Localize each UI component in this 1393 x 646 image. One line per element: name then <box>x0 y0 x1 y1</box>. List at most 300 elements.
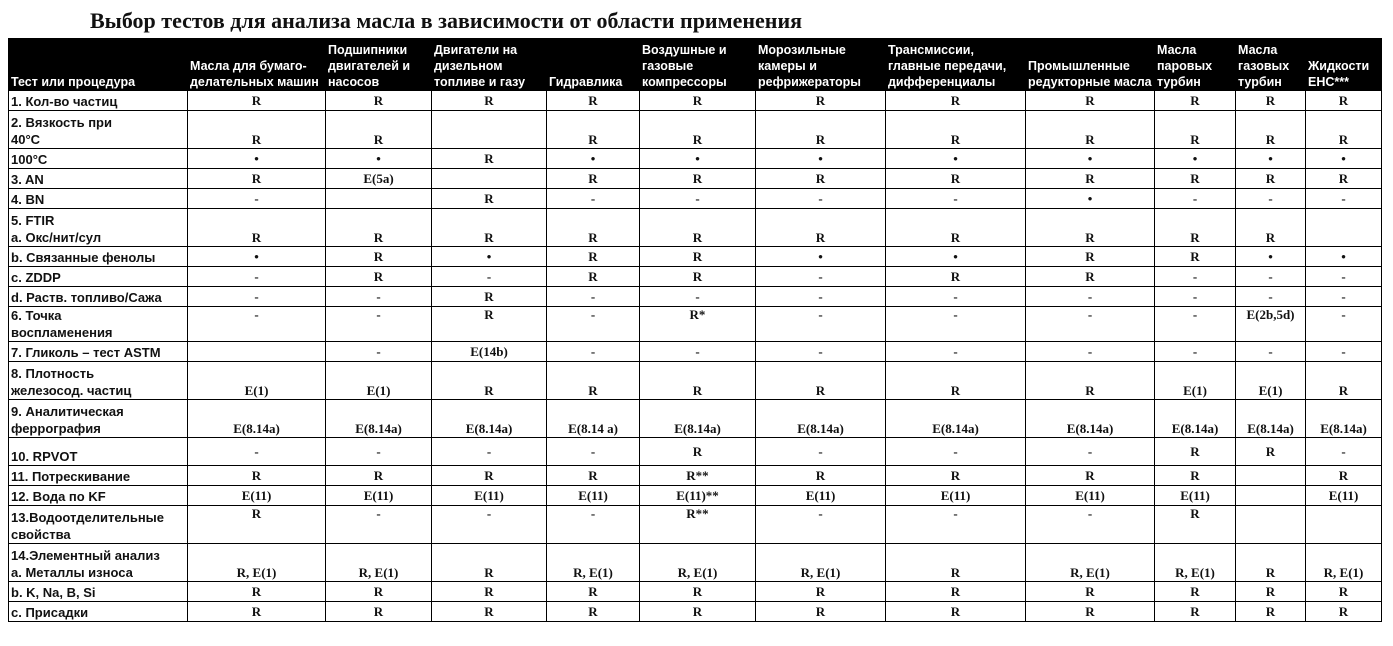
cell-value: R <box>950 92 961 108</box>
table-cell <box>188 307 326 342</box>
table-cell <box>1306 438 1382 466</box>
cell-value: R <box>692 230 703 245</box>
cell-value: E(8.14a) <box>932 421 979 436</box>
cell-value: R** <box>686 506 709 521</box>
column-header: Масла для бумаго-делательных машин <box>188 39 326 91</box>
column-header: Масла газовых турбин <box>1236 39 1306 91</box>
cell-value: R <box>1265 603 1276 619</box>
cell-value: - <box>590 343 596 359</box>
table-cell <box>188 602 326 622</box>
table-cell <box>326 400 432 438</box>
row-label: 14.Элементный анализ a. Металлы износа <box>9 544 188 582</box>
cell-value: - <box>486 506 492 521</box>
table-cell <box>547 582 640 602</box>
cell-value: R <box>1190 248 1200 264</box>
cell-value: R <box>251 603 262 619</box>
cell-value: R <box>692 443 703 459</box>
table-cell <box>640 149 756 169</box>
cell-value: R <box>1265 92 1276 108</box>
cell-value: R <box>588 383 598 398</box>
table-cell <box>640 209 756 247</box>
table-cell <box>1026 267 1155 287</box>
table-cell <box>547 91 640 111</box>
cell-value: R <box>251 92 262 108</box>
table-cell <box>1026 91 1155 111</box>
table-cell <box>547 342 640 362</box>
cell-value: R <box>373 132 384 147</box>
cell-value: • <box>254 248 259 264</box>
table-row <box>9 307 1382 342</box>
table-row <box>9 506 1382 544</box>
table-cell <box>188 506 326 544</box>
table-cell <box>432 111 547 149</box>
table-cell <box>1306 362 1382 400</box>
table-cell <box>1306 189 1382 209</box>
cell-value: E(2b,5d) <box>1246 307 1295 322</box>
cell-value: R** <box>686 467 709 483</box>
cell-value: E(11) <box>241 487 272 503</box>
cell-value: - <box>818 343 823 359</box>
table-cell <box>326 544 432 582</box>
cell-value: R <box>484 565 494 580</box>
table-cell <box>886 544 1026 582</box>
table-row <box>9 466 1382 486</box>
table-cell <box>1155 466 1236 486</box>
table-row <box>9 111 1382 149</box>
cell-value: R <box>251 170 262 186</box>
table-cell <box>886 111 1026 149</box>
table-cell <box>432 438 547 466</box>
table-row <box>9 400 1382 438</box>
row-label: 7. Гликоль – тест ASTM <box>9 342 188 362</box>
cell-value: R <box>1338 467 1349 483</box>
table-cell <box>1236 342 1306 362</box>
table-cell <box>1306 169 1382 189</box>
cell-value: R <box>484 288 494 304</box>
cell-value: - <box>486 268 492 284</box>
cell-value: R <box>1190 467 1200 483</box>
table-cell <box>1155 342 1236 362</box>
table-cell <box>756 149 886 169</box>
cell-value: E(8.14a) <box>1171 421 1219 436</box>
table-cell <box>547 209 640 247</box>
cell-value: - <box>1268 288 1273 304</box>
cell-value: R, E(1) <box>358 565 399 580</box>
table-cell <box>547 602 640 622</box>
cell-value: - <box>695 190 700 206</box>
cell-value: R <box>1190 230 1200 245</box>
row-label: 2. Вязкость при 40°C <box>9 111 188 149</box>
cell-value: R <box>1265 565 1276 580</box>
cell-value: R, E(1) <box>800 565 841 580</box>
cell-value: R <box>692 248 703 264</box>
table-cell <box>886 362 1026 400</box>
cell-value: - <box>376 307 381 322</box>
table-cell <box>432 486 547 506</box>
table-cell <box>1155 362 1236 400</box>
table-row <box>9 267 1382 287</box>
cell-value: R, E(1) <box>236 565 277 580</box>
table-cell <box>756 287 886 307</box>
column-header-test: Тест или процедура <box>9 39 188 91</box>
table-row <box>9 247 1382 267</box>
table-cell <box>756 91 886 111</box>
cell-value: R <box>251 467 262 483</box>
table-cell <box>1236 506 1306 544</box>
table-cell <box>188 486 326 506</box>
table-row <box>9 189 1382 209</box>
table-cell <box>1306 287 1382 307</box>
cell-value: - <box>818 506 823 521</box>
column-header: Гидравлика <box>547 39 640 91</box>
table-cell <box>1155 209 1236 247</box>
table-cell <box>1026 486 1155 506</box>
table-cell <box>640 287 756 307</box>
table-cell <box>1236 149 1306 169</box>
cell-value: R <box>815 132 826 147</box>
table-cell <box>756 209 886 247</box>
cell-value: R <box>692 268 703 284</box>
cell-value: R <box>950 230 961 245</box>
table-row <box>9 91 1382 111</box>
cell-value: - <box>254 268 259 284</box>
cell-value: R <box>1085 248 1095 264</box>
table-cell <box>1155 307 1236 342</box>
cell-value: R <box>373 583 384 599</box>
table-cell <box>432 247 547 267</box>
cell-value: R <box>1190 443 1200 459</box>
cell-value: R <box>950 383 961 398</box>
cell-value: - <box>254 190 259 206</box>
table-cell <box>188 287 326 307</box>
cell-value: R <box>373 268 384 284</box>
cell-value: - <box>590 288 596 304</box>
cell-value: R <box>588 268 598 284</box>
table-cell <box>640 400 756 438</box>
table-cell <box>886 91 1026 111</box>
cell-value: E(11) <box>474 487 504 503</box>
cell-value: - <box>590 506 596 521</box>
cell-value: R <box>1085 132 1095 147</box>
cell-value: R <box>588 583 598 599</box>
cell-value: R, E(1) <box>1175 565 1215 580</box>
table-cell <box>886 602 1026 622</box>
cell-value: R <box>815 92 826 108</box>
table-cell <box>886 307 1026 342</box>
cell-value: E(11) <box>1180 487 1210 503</box>
table-cell <box>886 247 1026 267</box>
cell-value: R <box>251 230 262 245</box>
cell-value: - <box>1192 190 1198 206</box>
table-cell <box>640 169 756 189</box>
table-cell <box>886 169 1026 189</box>
cell-value: R <box>251 583 262 599</box>
row-label: 9. Аналитическая феррография <box>9 400 188 438</box>
table-cell <box>1306 111 1382 149</box>
table-cell <box>1306 91 1382 111</box>
cell-value: R <box>692 383 703 398</box>
table-cell <box>188 169 326 189</box>
table-cell <box>640 602 756 622</box>
cell-value: R <box>484 467 494 483</box>
cell-value: E(8.14a) <box>1066 421 1114 436</box>
table-cell <box>1155 506 1236 544</box>
table-cell <box>1155 267 1236 287</box>
table-cell <box>1306 267 1382 287</box>
table-cell <box>188 438 326 466</box>
table-cell <box>188 466 326 486</box>
cell-value: E(8.14a) <box>797 421 844 436</box>
cell-value: - <box>1268 190 1273 206</box>
cell-value: R <box>1265 170 1276 186</box>
cell-value: E(11) <box>1075 487 1105 503</box>
table-cell <box>1306 544 1382 582</box>
cell-value: R <box>1338 603 1349 619</box>
table-cell <box>756 466 886 486</box>
cell-value: R <box>588 170 598 186</box>
table-cell <box>1026 582 1155 602</box>
table-cell <box>1155 438 1236 466</box>
table-cell <box>1306 486 1382 506</box>
cell-value: - <box>254 443 259 459</box>
cell-value: - <box>376 506 381 521</box>
table-cell <box>1155 169 1236 189</box>
table-cell <box>1026 111 1155 149</box>
cell-value: R <box>1338 583 1349 599</box>
cell-value: E(8.14a) <box>674 421 721 436</box>
table-cell <box>886 582 1026 602</box>
table-cell <box>1026 506 1155 544</box>
table-cell <box>188 582 326 602</box>
cell-value: R <box>692 583 703 599</box>
table-cell <box>326 169 432 189</box>
table-cell <box>188 149 326 169</box>
cell-value: • <box>818 150 823 166</box>
cell-value: - <box>590 307 596 322</box>
table-cell <box>326 209 432 247</box>
cell-value: R <box>1338 92 1349 108</box>
cell-value: - <box>1268 343 1273 359</box>
table-cell <box>756 169 886 189</box>
table-cell <box>1155 111 1236 149</box>
table-cell <box>326 486 432 506</box>
cell-value: R <box>1085 583 1095 599</box>
cell-value: R, E(1) <box>1323 565 1364 580</box>
table-cell <box>547 466 640 486</box>
page-title: Выбор тестов для анализа масла в зависимости от области применения <box>90 8 803 33</box>
table-cell <box>1155 247 1236 267</box>
cell-value: E(8.14a) <box>1320 421 1367 436</box>
cell-value: - <box>1341 268 1346 284</box>
cell-value: R <box>484 307 494 322</box>
table-cell <box>547 111 640 149</box>
table-cell <box>188 91 326 111</box>
cell-value: R <box>950 467 961 483</box>
cell-value: R <box>484 190 494 206</box>
table-cell <box>432 506 547 544</box>
table-cell <box>1306 149 1382 169</box>
table-cell <box>1026 189 1155 209</box>
table-cell <box>886 287 1026 307</box>
table-cell <box>886 342 1026 362</box>
table-cell <box>547 149 640 169</box>
cell-value: E(1) <box>1183 383 1207 398</box>
table-cell <box>1236 602 1306 622</box>
cell-value: E(8.14a) <box>233 421 280 436</box>
table-cell <box>432 400 547 438</box>
table-row <box>9 544 1382 582</box>
cell-value: R <box>1085 170 1095 186</box>
table-cell <box>432 602 547 622</box>
cell-value: • <box>1268 248 1273 264</box>
table-cell <box>1236 267 1306 287</box>
table-cell <box>640 267 756 287</box>
cell-value: R <box>1265 443 1276 459</box>
cell-value: R <box>1085 268 1095 284</box>
cell-value: - <box>1341 190 1346 206</box>
table-cell <box>1236 362 1306 400</box>
table-cell <box>886 209 1026 247</box>
table-cell <box>1155 91 1236 111</box>
table-cell <box>326 91 432 111</box>
table-cell <box>756 400 886 438</box>
cell-value: - <box>590 190 596 206</box>
table-cell <box>886 438 1026 466</box>
table-cell <box>640 506 756 544</box>
row-label: 8. Плотность железосод. частиц <box>9 362 188 400</box>
cell-value: - <box>818 307 823 322</box>
cell-value: • <box>590 150 596 166</box>
table-cell <box>326 466 432 486</box>
column-header: Масла паровых турбин <box>1155 39 1236 91</box>
row-label: b. Связанные фенолы <box>9 247 188 267</box>
table-cell <box>886 486 1026 506</box>
table-row <box>9 149 1382 169</box>
table-cell <box>1236 486 1306 506</box>
table-cell <box>640 189 756 209</box>
cell-value: R <box>815 603 826 619</box>
table-cell <box>432 287 547 307</box>
cell-value: - <box>1268 268 1273 284</box>
table-cell <box>188 209 326 247</box>
table-cell <box>188 267 326 287</box>
cell-value: - <box>376 443 381 459</box>
table-cell <box>1026 247 1155 267</box>
cell-value: E(11) <box>805 487 836 503</box>
cell-value: - <box>376 288 381 304</box>
cell-value: R <box>950 583 961 599</box>
table-cell <box>1236 169 1306 189</box>
table-row <box>9 362 1382 400</box>
table-cell <box>188 111 326 149</box>
cell-value: R <box>251 506 262 521</box>
cell-value: R <box>815 230 826 245</box>
table-cell <box>326 149 432 169</box>
table-cell <box>1026 169 1155 189</box>
table-cell <box>1236 544 1306 582</box>
table-cell <box>886 189 1026 209</box>
cell-value: R <box>484 603 494 619</box>
cell-value: - <box>818 268 823 284</box>
cell-value: R <box>373 230 384 245</box>
cell-value: R <box>1265 132 1276 147</box>
cell-value: - <box>254 288 259 304</box>
cell-value: R <box>373 467 384 483</box>
cell-value: • <box>1087 150 1093 166</box>
table-cell <box>326 506 432 544</box>
table-row <box>9 169 1382 189</box>
cell-value: R <box>484 92 494 108</box>
cell-value: R <box>950 603 961 619</box>
cell-value: R <box>588 467 598 483</box>
column-header: Жидкости ЕНС*** <box>1306 39 1382 91</box>
cell-value: R <box>373 603 384 619</box>
cell-value: E(11) <box>363 487 394 503</box>
table-cell <box>640 486 756 506</box>
table-cell <box>1026 544 1155 582</box>
table-cell <box>1236 209 1306 247</box>
cell-value: • <box>695 150 700 166</box>
table-cell <box>432 189 547 209</box>
cell-value: - <box>818 190 823 206</box>
table-cell <box>1026 149 1155 169</box>
table-cell <box>188 247 326 267</box>
cell-value: - <box>953 343 958 359</box>
cell-value: R <box>588 230 598 245</box>
cell-value: • <box>1087 190 1093 206</box>
table-cell <box>547 189 640 209</box>
table-row <box>9 602 1382 622</box>
cell-value: - <box>953 307 958 322</box>
table-cell <box>756 602 886 622</box>
cell-value: - <box>1341 288 1346 304</box>
cell-value: - <box>1341 307 1346 322</box>
table-cell <box>756 189 886 209</box>
table-row <box>9 209 1382 247</box>
table-cell <box>1306 209 1382 247</box>
table-cell <box>640 438 756 466</box>
column-header: Морозильные камеры и рефрижераторы <box>756 39 886 91</box>
table-cell <box>432 209 547 247</box>
table-cell <box>1236 189 1306 209</box>
table-cell <box>756 111 886 149</box>
table-cell <box>432 582 547 602</box>
cell-value: R <box>588 248 598 264</box>
cell-value: • <box>1192 150 1198 166</box>
cell-value: R <box>373 248 384 264</box>
table-cell <box>1026 209 1155 247</box>
row-label: 10. RPVOT <box>9 438 188 466</box>
table-cell <box>547 247 640 267</box>
row-label: 4. BN <box>9 189 188 209</box>
table-cell <box>756 506 886 544</box>
table-cell <box>432 307 547 342</box>
cell-value: R <box>815 467 826 483</box>
table-cell <box>1236 247 1306 267</box>
table-cell <box>640 247 756 267</box>
cell-value: E(1) <box>244 383 269 398</box>
table-cell <box>640 362 756 400</box>
table-row <box>9 342 1382 362</box>
cell-value: - <box>1087 506 1093 521</box>
table-cell <box>326 362 432 400</box>
table-cell <box>886 466 1026 486</box>
cell-value: - <box>590 443 596 459</box>
table-cell <box>1306 247 1382 267</box>
cell-value: R <box>1190 583 1200 599</box>
cell-value: R <box>484 583 494 599</box>
table-cell <box>1306 466 1382 486</box>
